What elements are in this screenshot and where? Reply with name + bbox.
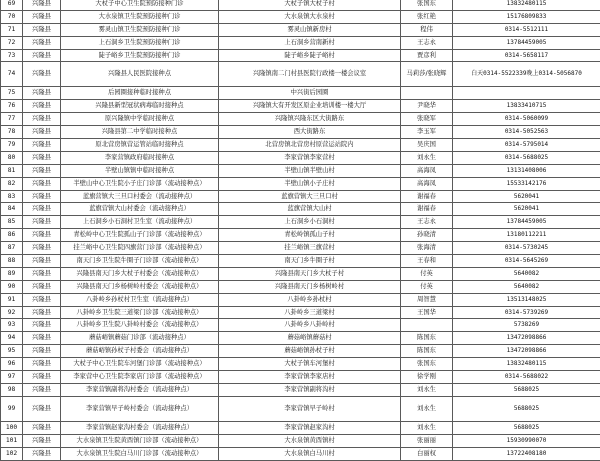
table-row xyxy=(1,447,600,460)
phone-cell: 13784459005 xyxy=(453,216,600,229)
county-cell: 兴隆县 xyxy=(23,396,61,421)
county-cell: 兴隆县 xyxy=(23,164,61,177)
county-cell: 兴隆县 xyxy=(23,10,61,23)
row-number-cell: 80 xyxy=(1,151,23,164)
site-name-cell: 八卦岭乡孙杖村卫生室（流动接种点） xyxy=(61,293,219,306)
phone-cell: 13180112211 xyxy=(453,229,600,242)
contact-person-cell: 孙晓清 xyxy=(401,229,453,242)
table-row xyxy=(1,177,600,190)
address-cell: 大水泉镇白马川村 xyxy=(219,447,401,460)
contact-person-cell: 高海凤 xyxy=(401,164,453,177)
address-cell: 上石洞乡小石洞村 xyxy=(219,216,401,229)
phone-cell: 0314-5645269 xyxy=(453,255,600,268)
county-cell: 兴隆县 xyxy=(23,280,61,293)
row-number-cell: 92 xyxy=(1,306,23,319)
contact-person-cell: 王春和 xyxy=(401,255,453,268)
row-number-cell: 79 xyxy=(1,139,23,152)
phone-cell: 13832480115 xyxy=(453,358,600,371)
county-cell: 兴隆县 xyxy=(23,383,61,396)
table-row xyxy=(1,23,600,36)
address-cell: 半壁山镇半壁山村 xyxy=(219,164,401,177)
site-name-cell: 挂兰峪中心卫生院四旗营门诊部（流动接种点） xyxy=(61,242,219,255)
table-row xyxy=(1,280,600,293)
contact-person-cell: 李玉军 xyxy=(401,126,453,139)
county-cell: 兴隆县 xyxy=(23,126,61,139)
site-name-cell: 蓝旗营镇大山村委会（流动接种点） xyxy=(61,203,219,216)
county-cell: 兴隆县 xyxy=(23,0,61,10)
row-number-cell: 101 xyxy=(1,434,23,447)
phone-cell: 5620041 xyxy=(453,190,600,203)
address-cell: 兴隆镇南二门村县医院行政楼一楼会议室 xyxy=(219,62,401,87)
phone-cell: 5640082 xyxy=(453,280,600,293)
county-cell: 兴隆县 xyxy=(23,358,61,371)
address-cell: 陡子峪乡陡子峪村 xyxy=(219,49,401,62)
contact-person-cell: 程伟 xyxy=(401,23,453,36)
contact-person-cell: 谢福春 xyxy=(401,190,453,203)
phone-cell: 0314-5060099 xyxy=(453,113,600,126)
site-name-cell: 八卦岭乡卫生院三道梁门诊部（流动接种点） xyxy=(61,306,219,319)
phone-cell: 15930990070 xyxy=(453,434,600,447)
contact-person-cell: 付英 xyxy=(401,280,453,293)
address-cell: 中兴街后园圈 xyxy=(219,87,401,100)
county-cell: 兴隆县 xyxy=(23,113,61,126)
county-cell: 兴隆县 xyxy=(23,371,61,384)
phone-cell: 0314-5739269 xyxy=(453,306,600,319)
phone-cell: 0314-5512111 xyxy=(453,23,600,36)
table-row xyxy=(1,229,600,242)
site-name-cell: 雾灵山镇卫生院预防接种门诊 xyxy=(61,23,219,36)
table-row xyxy=(1,267,600,280)
table-row xyxy=(1,421,600,434)
row-number-cell: 75 xyxy=(1,87,23,100)
table-row xyxy=(1,190,600,203)
address-cell: 兴隆镇大有开发区原企业培训楼一楼大厅 xyxy=(219,100,401,113)
address-cell: 蓝旗营镇大山村 xyxy=(219,203,401,216)
table-row xyxy=(1,332,600,345)
county-cell: 兴隆县 xyxy=(23,345,61,358)
row-number-cell: 98 xyxy=(1,383,23,396)
county-cell: 兴隆县 xyxy=(23,203,61,216)
county-cell: 兴隆县 xyxy=(23,267,61,280)
table-row xyxy=(1,203,600,216)
row-number-cell: 88 xyxy=(1,255,23,268)
site-name-cell: 半壁山镇镇中临时接种点 xyxy=(61,164,219,177)
row-number-cell: 90 xyxy=(1,280,23,293)
table-row xyxy=(1,36,600,49)
site-name-cell: 大水泉镇卫生院预防接种门诊 xyxy=(61,10,219,23)
row-number-cell: 83 xyxy=(1,190,23,203)
phone-cell: 13472098866 xyxy=(453,332,600,345)
contact-person-cell: 王志永 xyxy=(401,216,453,229)
address-cell: 八卦岭乡孙杖村 xyxy=(219,293,401,306)
row-number-cell: 99 xyxy=(1,396,23,421)
contact-person-cell: 刘永生 xyxy=(401,396,453,421)
contact-person-cell: 张红艳 xyxy=(401,10,453,23)
table-row xyxy=(1,139,600,152)
site-name-cell: 李家营镇政府临时接种点 xyxy=(61,151,219,164)
row-number-cell: 102 xyxy=(1,447,23,460)
row-number-cell: 74 xyxy=(1,62,23,87)
contact-person-cell: 刘永生 xyxy=(401,151,453,164)
site-name-cell: 李家营镇赵家沟村委会（流动接种点） xyxy=(61,421,219,434)
row-number-cell: 73 xyxy=(1,49,23,62)
table-row xyxy=(1,242,600,255)
site-name-cell: 兴隆县人民医院接种点 xyxy=(61,62,219,87)
phone-cell: 13472098866 xyxy=(453,345,600,358)
address-cell: 半壁山镇小子庄村 xyxy=(219,177,401,190)
contact-person-cell: 周智慧 xyxy=(401,293,453,306)
row-number-cell: 70 xyxy=(1,10,23,23)
site-name-cell: 上石洞乡卫生院预防接种门诊 xyxy=(61,36,219,49)
county-cell: 兴隆县 xyxy=(23,216,61,229)
county-cell: 兴隆县 xyxy=(23,139,61,152)
county-cell: 兴隆县 xyxy=(23,151,61,164)
table-row xyxy=(1,49,600,62)
table-row xyxy=(1,62,600,87)
phone-cell: 5688025 xyxy=(453,383,600,396)
site-name-cell: 后园圈接种临时接种点 xyxy=(61,87,219,100)
county-cell: 兴隆县 xyxy=(23,100,61,113)
contact-person-cell xyxy=(401,319,453,332)
row-number-cell: 82 xyxy=(1,177,23,190)
address-cell: 兴隆县南天门乡大杖子村 xyxy=(219,267,401,280)
site-name-cell: 大水泉镇卫生院白马川门诊部（流动接种点） xyxy=(61,447,219,460)
phone-cell: 白天0314-5522339晚上0314-5056870 xyxy=(453,62,600,87)
site-name-cell: 原北营房镇营运管站临时接种点 xyxy=(61,139,219,152)
address-cell: 蓝旗营镇大三旦口村 xyxy=(219,190,401,203)
phone-cell: 0314-5688025 xyxy=(453,151,600,164)
address-cell: 李家营镇副将沟村 xyxy=(219,383,401,396)
table-row xyxy=(1,216,600,229)
contact-person-cell: 王志永 xyxy=(401,36,453,49)
site-name-cell: 李家营镇副将沟村委会（流动接种点） xyxy=(61,383,219,396)
row-number-cell: 89 xyxy=(1,267,23,280)
site-name-cell: 青松岭中心卫生院孤山子门诊部（流动接种点） xyxy=(61,229,219,242)
address-cell: 大杖子镇大杖子村 xyxy=(219,0,401,10)
address-cell: 八卦岭乡八卦岭村 xyxy=(219,319,401,332)
site-name-cell: 八卦岭乡卫生院八卦岭村委会（流动接种点） xyxy=(61,319,219,332)
row-number-cell: 91 xyxy=(1,293,23,306)
phone-cell: 0314-5730245 xyxy=(453,242,600,255)
phone-cell xyxy=(453,87,600,100)
phone-cell: 0314-5688022 xyxy=(453,371,600,384)
table-row xyxy=(1,319,600,332)
table-row xyxy=(1,113,600,126)
address-cell: 兴隆镇兴隆东区大街路东 xyxy=(219,113,401,126)
address-cell: 蘑菇峪镇蘑菇村 xyxy=(219,332,401,345)
contact-person-cell: 张国东 xyxy=(401,358,453,371)
phone-cell: 5738269 xyxy=(453,319,600,332)
county-cell: 兴隆县 xyxy=(23,177,61,190)
site-name-cell: 半壁山中心卫生院小子庄门诊部（流动接种点） xyxy=(61,177,219,190)
row-number-cell: 87 xyxy=(1,242,23,255)
contact-person-cell: 贾彦利 xyxy=(401,49,453,62)
contact-person-cell: 刘永生 xyxy=(401,421,453,434)
phone-cell: 0314-5052563 xyxy=(453,126,600,139)
site-name-cell: 上石洞乡小石洞村卫生室（流动接种点） xyxy=(61,216,219,229)
table-row xyxy=(1,371,600,384)
county-cell: 兴隆县 xyxy=(23,319,61,332)
table-row xyxy=(1,100,600,113)
table-row xyxy=(1,126,600,139)
address-cell: 北营房镇北营房村原营运站院内 xyxy=(219,139,401,152)
site-name-cell: 兴隆县第二中学临时接种点 xyxy=(61,126,219,139)
site-name-cell: 大杖子中心卫生院车河堡门诊部（流动接种点） xyxy=(61,358,219,371)
contact-person-cell: 张国东 xyxy=(401,0,453,10)
county-cell: 兴隆县 xyxy=(23,36,61,49)
table-row xyxy=(1,306,600,319)
contact-person-cell: 吴庆国 xyxy=(401,139,453,152)
address-cell: 上石洞乡营南新村 xyxy=(219,36,401,49)
contact-person-cell: 尹晓华 xyxy=(401,100,453,113)
address-cell: 大水泉镇黄酉镇村 xyxy=(219,434,401,447)
contact-person-cell: 白丽权 xyxy=(401,447,453,460)
contact-person-cell: 陈国东 xyxy=(401,345,453,358)
row-number-cell: 93 xyxy=(1,319,23,332)
phone-cell: 15176809833 xyxy=(453,10,600,23)
site-name-cell: 兴隆县南天门乡大杖子村委会（流动接种点） xyxy=(61,267,219,280)
phone-cell: 0314-5795014 xyxy=(453,139,600,152)
contact-person-cell: 王国华 xyxy=(401,306,453,319)
site-name-cell: 兴隆县南天门乡杨树岭村委会（流动接种点） xyxy=(61,280,219,293)
contact-person-cell: 马莉莎/张晓辉 xyxy=(401,62,453,87)
phone-cell: 13722408180 xyxy=(453,447,600,460)
contact-person-cell: 付英 xyxy=(401,267,453,280)
site-name-cell: 大杖子中心卫生院预防接种门诊 xyxy=(61,0,219,10)
phone-cell: 13513148025 xyxy=(453,293,600,306)
row-number-cell: 84 xyxy=(1,203,23,216)
phone-cell: 5640082 xyxy=(453,267,600,280)
table-row xyxy=(1,87,600,100)
phone-cell: 13832480115 xyxy=(453,0,600,10)
county-cell: 兴隆县 xyxy=(23,293,61,306)
contact-person-cell xyxy=(401,87,453,100)
phone-cell: 5688025 xyxy=(453,421,600,434)
table-row xyxy=(1,396,600,421)
site-name-cell: 陡子峪乡卫生院预防接种门诊 xyxy=(61,49,219,62)
row-number-cell: 77 xyxy=(1,113,23,126)
county-cell: 兴隆县 xyxy=(23,23,61,36)
county-cell: 兴隆县 xyxy=(23,62,61,87)
phone-cell: 13833410715 xyxy=(453,100,600,113)
table-row xyxy=(1,383,600,396)
row-number-cell: 94 xyxy=(1,332,23,345)
contact-person-cell: 徐学刚 xyxy=(401,371,453,384)
table-row xyxy=(1,10,600,23)
county-cell: 兴隆县 xyxy=(23,447,61,460)
phone-cell: 5688025 xyxy=(453,396,600,421)
address-cell: 兴隆县南天门乡杨树岭村 xyxy=(219,280,401,293)
row-number-cell: 78 xyxy=(1,126,23,139)
row-number-cell: 71 xyxy=(1,23,23,36)
county-cell: 兴隆县 xyxy=(23,434,61,447)
phone-cell: 13131408006 xyxy=(453,164,600,177)
site-name-cell: 南天门乡卫生院牛圈子门诊部（流动接种点） xyxy=(61,255,219,268)
contact-person-cell: 高海凤 xyxy=(401,177,453,190)
site-name-cell: 李家营镇早子岭村委会（流动接种点） xyxy=(61,396,219,421)
phone-cell: 0314-5658117 xyxy=(453,49,600,62)
site-name-cell: 兴隆县新型冠状病毒临时接种点 xyxy=(61,100,219,113)
table-row xyxy=(1,345,600,358)
address-cell: 李家营镇李家营村 xyxy=(219,151,401,164)
site-name-cell: 蘑菇峪镇孙杖子村委会（流动接种点） xyxy=(61,345,219,358)
table-row xyxy=(1,0,600,10)
table-row xyxy=(1,151,600,164)
phone-cell: 5620041 xyxy=(453,203,600,216)
site-name-cell: 原兴隆镇中学临时接种点 xyxy=(61,113,219,126)
address-cell: 李家营镇早子岭村 xyxy=(219,396,401,421)
row-number-cell: 69 xyxy=(1,0,23,10)
row-number-cell: 86 xyxy=(1,229,23,242)
address-cell: 李家营镇李家店村 xyxy=(219,371,401,384)
address-cell: 大杖子镇车河堡村 xyxy=(219,358,401,371)
county-cell: 兴隆县 xyxy=(23,332,61,345)
table-body xyxy=(1,0,600,460)
site-name-cell: 蓝旗营镇大三旦口村委会（流动接种点） xyxy=(61,190,219,203)
county-cell: 兴隆县 xyxy=(23,242,61,255)
address-cell: 大水泉镇大水泉村 xyxy=(219,10,401,23)
row-number-cell: 72 xyxy=(1,36,23,49)
row-number-cell: 95 xyxy=(1,345,23,358)
table-row xyxy=(1,164,600,177)
contact-person-cell: 张丽丽 xyxy=(401,434,453,447)
site-name-cell: 蘑菇峪镇蘑菇门诊部（流动接种点） xyxy=(61,332,219,345)
contact-person-cell: 谢福春 xyxy=(401,203,453,216)
county-cell: 兴隆县 xyxy=(23,421,61,434)
county-cell: 兴隆县 xyxy=(23,87,61,100)
address-cell: 雾灵山镇新房村 xyxy=(219,23,401,36)
row-number-cell: 81 xyxy=(1,164,23,177)
phone-cell: 13784459005 xyxy=(453,36,600,49)
table-row xyxy=(1,293,600,306)
contact-person-cell: 张海清 xyxy=(401,242,453,255)
county-cell: 兴隆县 xyxy=(23,190,61,203)
contact-person-cell: 陈国东 xyxy=(401,332,453,345)
county-cell: 兴隆县 xyxy=(23,229,61,242)
address-cell: 青松岭镇孤山子村 xyxy=(219,229,401,242)
table-row xyxy=(1,358,600,371)
address-cell: 蘑菇峪镇孙杖子村 xyxy=(219,345,401,358)
address-cell: 挂兰峪镇三旗营村 xyxy=(219,242,401,255)
table-row xyxy=(1,255,600,268)
table-row xyxy=(1,434,600,447)
county-cell: 兴隆县 xyxy=(23,49,61,62)
address-cell: 八卦岭乡三道梁村 xyxy=(219,306,401,319)
address-cell: 南天门乡牛圈子村 xyxy=(219,255,401,268)
address-cell: 李家营镇赵家沟村 xyxy=(219,421,401,434)
row-number-cell: 96 xyxy=(1,358,23,371)
address-cell: 西大街路东 xyxy=(219,126,401,139)
phone-cell: 15533142176 xyxy=(453,177,600,190)
county-cell: 兴隆县 xyxy=(23,255,61,268)
row-number-cell: 85 xyxy=(1,216,23,229)
contact-person-cell: 刘永生 xyxy=(401,383,453,396)
row-number-cell: 100 xyxy=(1,421,23,434)
site-name-cell: 大水泉镇卫生院黄酉镇门诊部（流动接种点） xyxy=(61,434,219,447)
row-number-cell: 76 xyxy=(1,100,23,113)
contact-person-cell: 张晓军 xyxy=(401,113,453,126)
row-number-cell: 97 xyxy=(1,371,23,384)
site-name-cell: 李家营中心卫生院李家店门诊部（流动接种点） xyxy=(61,371,219,384)
county-cell: 兴隆县 xyxy=(23,306,61,319)
